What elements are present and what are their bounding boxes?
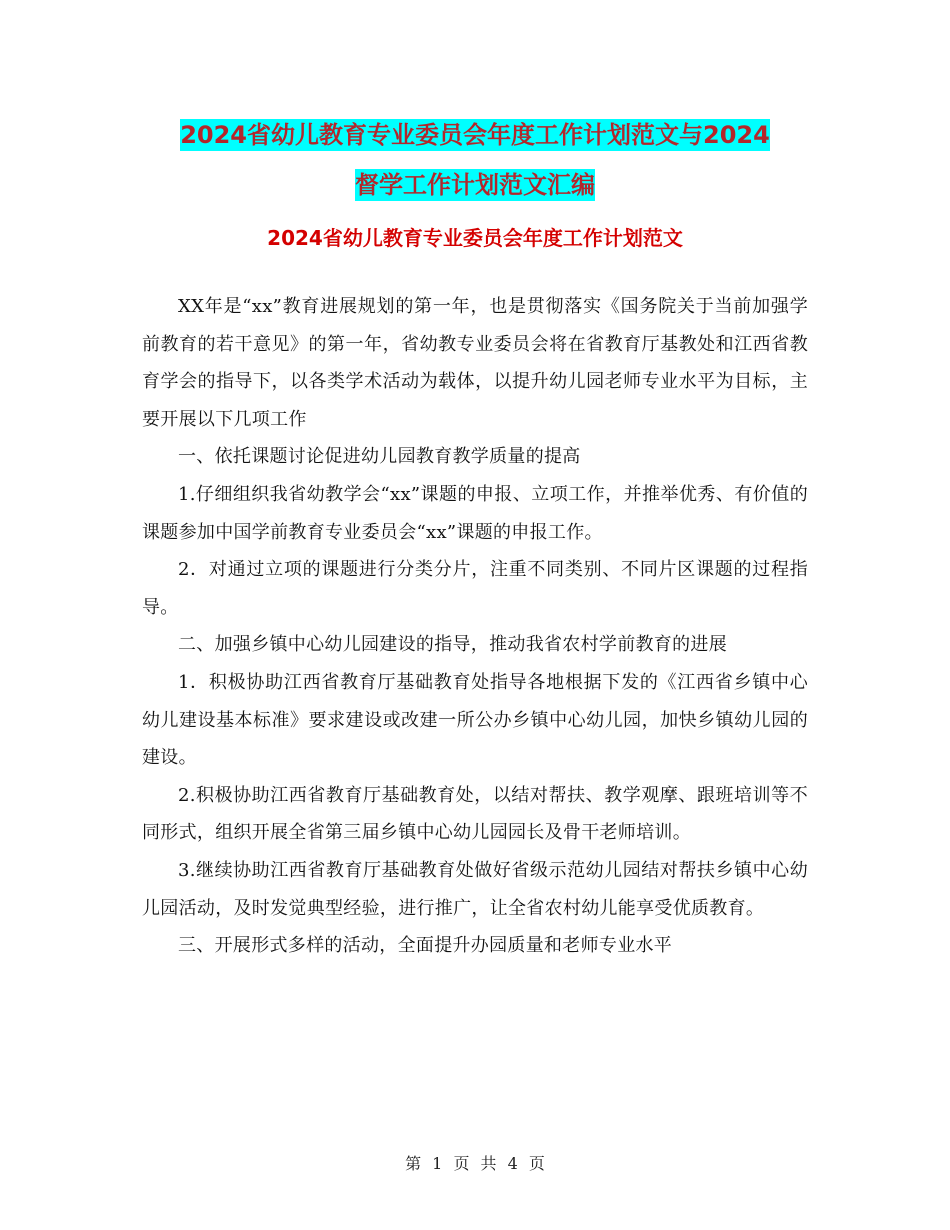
document-title bbox=[140, 110, 810, 210]
document-body bbox=[142, 288, 808, 965]
paragraph: 1.仔细组织我省幼教学会“xx”课题的申报、立项工作，并推举优秀、有价值的课题参加中国学前教育专业委员会“xx”课题的申报工作。 bbox=[142, 483, 808, 543]
paragraph: XX年是“xx”教育进展规划的第一年，也是贯彻落实《国务院关于当前加强学前教育的若干意见》的第一年，省幼教专业委员会将在省教育厅基教处和江西省教育学会的指导下，以各类学术活动为载体，以提升幼儿园老师专业水平为目标，主要开展以下几项工作 bbox=[142, 296, 808, 430]
document-title-line-2: 督学工作计划范文汇编 bbox=[355, 171, 595, 199]
paragraph: 三、开展形式多样的活动，全面提升办园质量和老师专业水平 bbox=[178, 935, 673, 957]
paragraph: 二、加强乡镇中心幼儿园建设的指导，推动我省农村学前教育的进展 bbox=[178, 634, 727, 656]
paragraph: 1．积极协助江西省教育厅基础教育处指导各地根据下发的《江西省乡镇中心幼儿建设基本标准》要求建设或改建一所公办乡镇中心幼儿园，加快乡镇幼儿园的建设。 bbox=[142, 671, 808, 769]
paragraph: 2.积极协助江西省教育厅基础教育处，以结对帮扶、教学观摩、跟班培训等不同形式，组织开展全省第三届乡镇中心幼儿园园长及骨干老师培训。 bbox=[142, 784, 808, 844]
section-title: 2024省幼儿教育专业委员会年度工作计划范文 bbox=[267, 226, 683, 250]
paragraph: 一、依托课题讨论促进幼儿园教育教学质量的提高 bbox=[178, 446, 581, 468]
document-title-line-1: 2024省幼儿教育专业委员会年度工作计划范文与2024 bbox=[180, 121, 770, 149]
paragraph: 3.继续协助江西省教育厅基础教育处做好省级示范幼儿园结对帮扶乡镇中心幼儿园活动，及时发觉典型经验，进行推广，让全省农村幼儿能享受优质教育。 bbox=[142, 859, 808, 919]
paragraph: 2．对通过立项的课题进行分类分片，注重不同类别、不同片区课题的过程指导。 bbox=[142, 559, 808, 618]
page-footer: 第 1 页 共 4 页 bbox=[405, 1154, 545, 1173]
